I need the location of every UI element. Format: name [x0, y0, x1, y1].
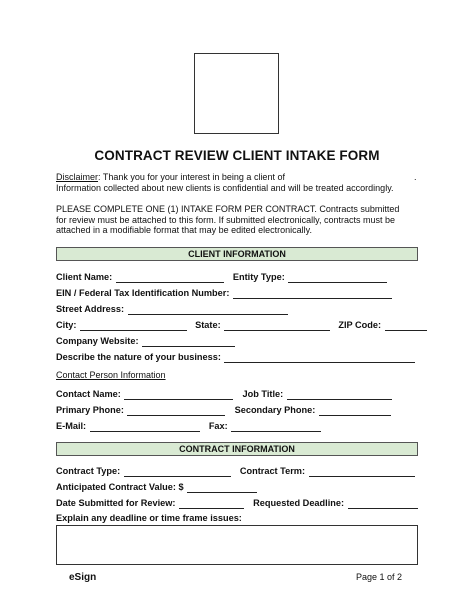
- row-street: [56, 303, 288, 315]
- entity-type-label: Entity Type:: [232, 272, 285, 282]
- row-email-fax: [56, 420, 321, 432]
- fax-label: Fax:: [208, 421, 228, 431]
- explain-textarea[interactable]: [56, 525, 418, 565]
- contract-value-label: Anticipated Contract Value: $: [56, 482, 184, 492]
- entity-type-field[interactable]: [288, 273, 387, 283]
- client-name-field[interactable]: [116, 273, 224, 283]
- form-title: CONTRACT REVIEW CLIENT INTAKE FORM: [94, 148, 380, 163]
- fax-field[interactable]: [231, 422, 321, 432]
- street-field[interactable]: [128, 305, 288, 315]
- contract-term-field[interactable]: [309, 467, 415, 477]
- requested-deadline-label: Requested Deadline:: [253, 498, 345, 508]
- primary-phone-label: Primary Phone:: [56, 405, 124, 415]
- email-label: E-Mail:: [56, 421, 87, 431]
- requested-deadline-field[interactable]: [348, 499, 418, 509]
- contract-information-header: CONTRACT INFORMATION: [56, 442, 418, 456]
- esign-logo: eSign: [69, 572, 97, 583]
- instructions-line-2: for review must be attached to this form. If submitted electronically, contracts must be: [56, 214, 395, 225]
- row-explain: [56, 512, 242, 524]
- disclaimer-dot: .: [414, 172, 417, 182]
- state-label: State:: [195, 320, 221, 330]
- contact-name-field[interactable]: [124, 390, 233, 400]
- row-city-state-zip: [56, 319, 427, 331]
- date-submitted-label: Date Submitted for Review:: [56, 498, 176, 508]
- row-client-name: [56, 271, 387, 283]
- contact-name-label: Contact Name:: [56, 389, 121, 399]
- job-title-field[interactable]: [287, 390, 392, 400]
- page-number: Page 1 of 2: [356, 572, 403, 582]
- zip-field[interactable]: [385, 321, 427, 331]
- instructions-line-1: PLEASE COMPLETE ONE (1) INTAKE FORM PER CONTRACT. Contracts submitted: [56, 204, 400, 214]
- city-field[interactable]: [80, 321, 187, 331]
- row-contact-name: [56, 388, 392, 400]
- instructions-line-3: attached in a modifiable format that may be edited electronically.: [56, 225, 312, 236]
- row-website: [56, 335, 235, 347]
- website-label: Company Website:: [56, 336, 139, 346]
- instructions: [56, 204, 426, 236]
- ein-label: EIN / Federal Tax Identification Number:: [56, 288, 230, 298]
- disclaimer-label: Disclaimer: [56, 172, 99, 182]
- contract-value-field[interactable]: [187, 483, 257, 493]
- job-title-label: Job Title:: [242, 389, 284, 399]
- logo-placeholder: [194, 53, 279, 134]
- secondary-phone-label: Secondary Phone:: [234, 405, 316, 415]
- disclaimer-text-2: Information collected about new clients is confidential and will be treated accordingly.: [56, 182, 394, 193]
- date-submitted-field[interactable]: [179, 499, 244, 509]
- secondary-phone-field[interactable]: [319, 406, 391, 416]
- nature-label: Describe the nature of your business:: [56, 352, 221, 362]
- client-information-header: CLIENT INFORMATION: [56, 247, 418, 261]
- row-dates: [56, 497, 418, 509]
- disclaimer: [56, 172, 426, 193]
- disclaimer-text-1: : Thank you for your interest in being a client of: [98, 172, 285, 182]
- explain-label: Explain any deadline or time frame issues:: [56, 513, 242, 523]
- contact-subheading: Contact Person Information: [56, 370, 166, 380]
- contract-type-label: Contract Type:: [56, 466, 121, 476]
- ein-field[interactable]: [233, 289, 392, 299]
- website-field[interactable]: [142, 337, 235, 347]
- street-label: Street Address:: [56, 304, 125, 314]
- city-label: City:: [56, 320, 77, 330]
- nature-field[interactable]: [224, 353, 415, 363]
- primary-phone-field[interactable]: [127, 406, 225, 416]
- row-value: [56, 481, 257, 493]
- contract-type-field[interactable]: [124, 467, 231, 477]
- client-name-label: Client Name:: [56, 272, 113, 282]
- row-phones: [56, 404, 391, 416]
- state-field[interactable]: [224, 321, 330, 331]
- row-contract-type: [56, 465, 415, 477]
- row-ein: [56, 287, 392, 299]
- contract-term-label: Contract Term:: [239, 466, 306, 476]
- zip-label: ZIP Code:: [338, 320, 382, 330]
- email-field[interactable]: [90, 422, 200, 432]
- row-nature: [56, 351, 415, 363]
